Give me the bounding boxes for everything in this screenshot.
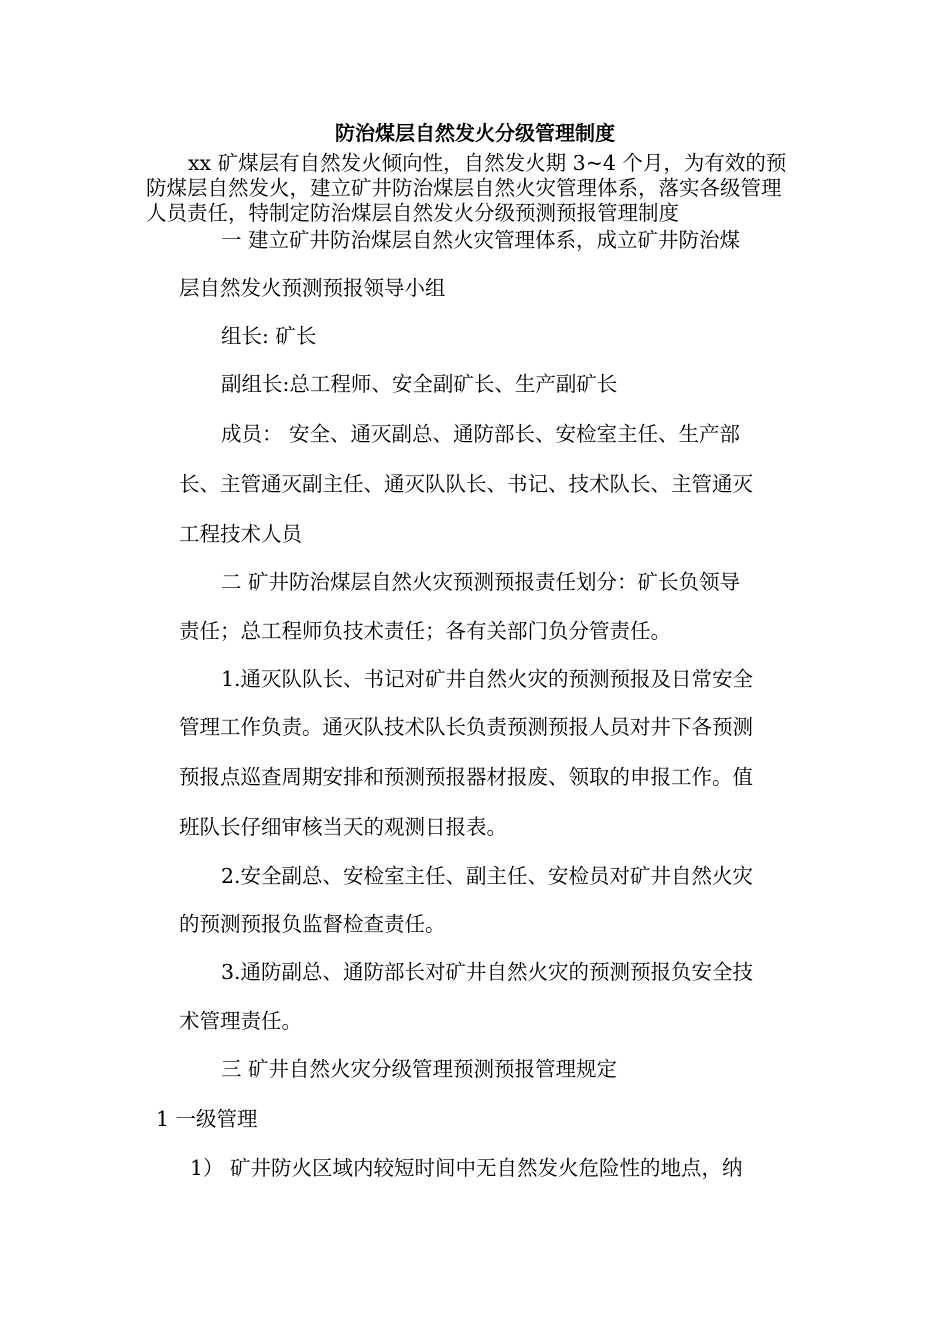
- intro-line-2: 防煤层自然发火，建立矿井防治煤层自然火灾管理体系，落实各级管理: [146, 176, 782, 200]
- section2-line-1: 二 矿井防治煤层自然火灾预测预报责任划分：矿长负领导: [221, 570, 741, 594]
- section2-line-2: 责任；总工程师负技术责任；各有关部门负分管责任。: [179, 619, 671, 643]
- intro-line-3: 人员责任，特制定防治煤层自然发火分级预测预报管理制度: [146, 201, 679, 225]
- section3-heading: 三 矿井自然火灾分级管理预测预报管理规定: [221, 1057, 618, 1081]
- item1-line-1: 1.通灭队队长、书记对矿井自然火灾的预测预报及日常安全: [221, 667, 754, 691]
- members-line-1: 成员： 安全、通灭副总、通防部长、安检室主任、生产部: [221, 422, 741, 446]
- members-line-2: 长、主管通灭副主任、通灭队队长、书记、技术队长、主管通灭: [179, 472, 753, 496]
- item1-line-2: 管理工作负责。通灭队技术队长负责预测预报人员对井下各预测: [179, 715, 753, 739]
- section1-heading-line-2: 层自然发火预测预报领导小组: [179, 276, 446, 300]
- item1-line-4: 班队长仔细审核当天的观测日报表。: [179, 815, 507, 839]
- item2-line-1: 2.安全副总、安检室主任、副主任、安检员对矿井自然火灾: [221, 864, 754, 888]
- item1-line-3: 预报点巡查周期安排和预测预报器材报废、领取的申报工作。值: [179, 765, 753, 789]
- members-line-3: 工程技术人员: [179, 522, 302, 546]
- leader-line: 组长: 矿长: [221, 324, 317, 348]
- document-title: 防治煤层自然发火分级管理制度: [335, 121, 615, 145]
- item2-line-2: 的预测预报负监督检查责任。: [179, 912, 446, 936]
- level1-heading: 1 一级管理: [156, 1107, 258, 1131]
- item3-line-1: 3.通防副总、通防部长对矿井自然火灾的预测预报负安全技: [221, 960, 754, 984]
- section1-heading-line-1: 一 建立矿井防治煤层自然火灾管理体系，成立矿井防治煤: [221, 228, 741, 252]
- intro-line-1: xx 矿煤层有自然发火倾向性，自然发火期 3~4 个月，为有效的预: [188, 151, 787, 175]
- deputy-leader-line: 副组长:总工程师、安全副矿长、生产副矿长: [221, 372, 618, 396]
- level1-item1-line-1: 1） 矿井防火区域内较短时间中无自然发火危险性的地点，纳: [190, 1156, 743, 1180]
- item3-line-2: 术管理责任。: [179, 1009, 302, 1033]
